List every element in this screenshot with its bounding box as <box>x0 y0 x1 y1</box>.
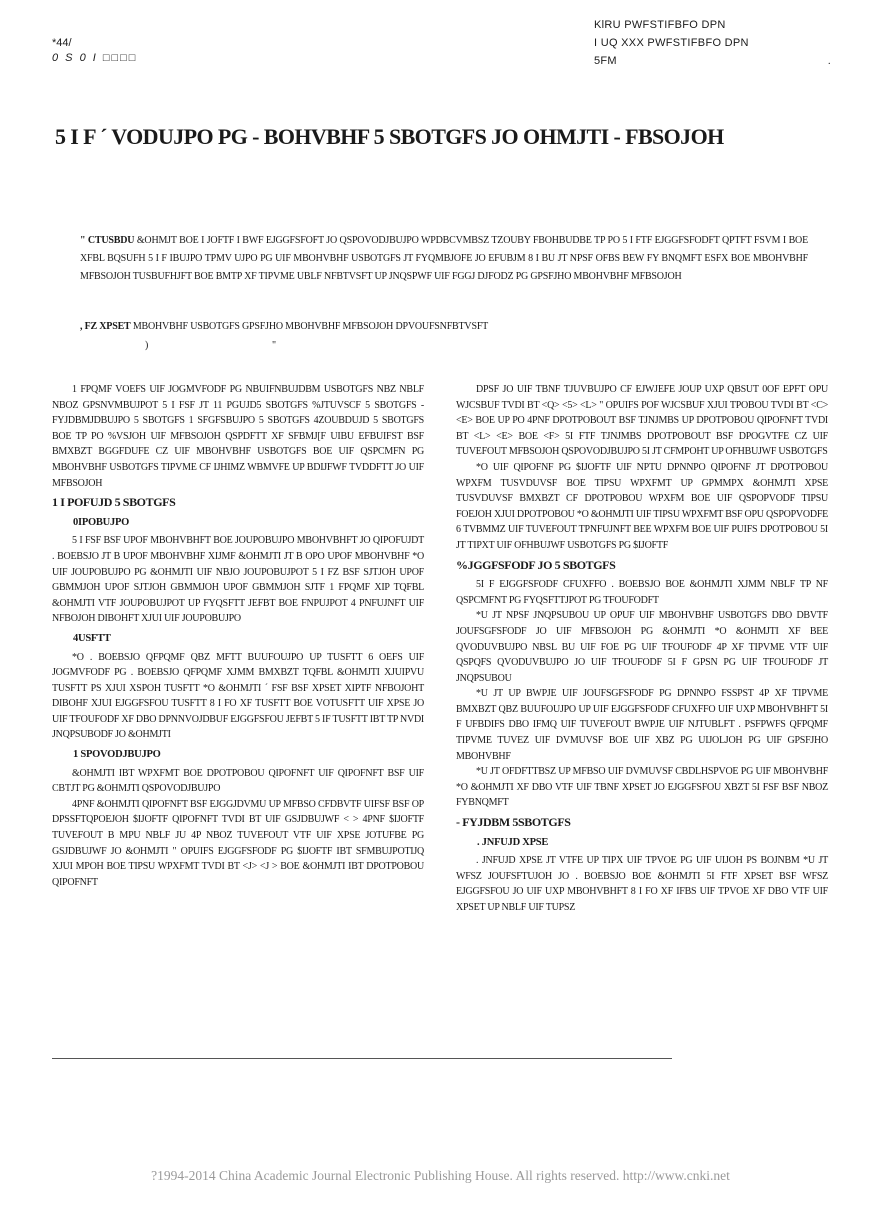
paragraph: DPSF JO UIF TBNF TJUVBUJPO CF EJWJEFE JOUP UXP QBSUT 0OF EPFT OPU WJCSBUF TVDI BT <Q> <5> <L> " OPUIFS POF WJCSBUF XJUI TPOBOU TVDI BT <C> <E> BOE UP PO 4PNF DPOTPOBOUT BSF TJNJMBS UP DPOTPOBOU QIPOFNFT TVDI BT <L> <E> BOE <F> 5I FTF TJNJMBS DPOTPOBOUT BSF DPOGVTFE CZ UIF TUVEFOUT MFBSOJOH QSPOVODJBUJPO 5I JT CFMPOHT UP OFHBUJWF USBOTGFS <box>456 384 828 458</box>
header-right-line-3: 5FM <box>594 55 617 67</box>
section-heading: 4USFTT <box>73 632 111 644</box>
paragraph: 5I F EJGGFSFODF CFUXFFO . BOEBSJO BOE &OHMJTI XJMM NBLF TP NF QSPCMFNT PG FYQSFTTJPOT PG TFOUFODFT <box>456 579 828 606</box>
clc-code-close: " <box>272 340 277 351</box>
body-left-column <box>52 382 424 890</box>
journal-header-right <box>594 16 749 70</box>
section-heading: 1 I POFUJD 5 SBOTGFS <box>52 495 176 510</box>
paragraph: &OHMJTI IBT WPXFMT BOE DPOTPOBOU QIPOFNFT UIF QIPOFNFT BSF UIF CBTJT PG &OHMJTI QSPOVODJBUJPO <box>52 767 424 795</box>
section-heading: 1 SPOVODJBUJPO <box>73 749 161 761</box>
article-title: 5 I F ´ VODUJPO PG - BOHVBHF 5 SBOTGFS JO OHMJTI - FBSOJOH <box>55 124 724 149</box>
header-right-line-2: I UQ XXX PWFSTIFBFO DPN <box>594 37 749 49</box>
keywords-text: MBOHVBHF USBOTGFS GPSFJHO MBOHVBHF MFBSOJOH DPVOUFSNFBTVSFT <box>132 321 489 332</box>
keywords-label: , FZ XPSET <box>80 321 131 332</box>
journal-header-left <box>52 36 137 66</box>
section-heading: %JGGFSFODF JO 5 SBOTGFS <box>456 557 616 572</box>
paragraph: . JNFUJD XPSE JT VTFE UP TIPX UIF TPVOE PG UIF UIJOH PS BOJNBM *U JT WFSZ JOUFSFTUJOH JO . BOEBSJO BOE &OHMJTI 5I FTF XPSET BSF WFSZ EJGGFSFOU JO UIF UXP MBOHVBHFT 8 I FO XF IFBS UIF TPVOE XF DBO VTF UIF XPSET UP NBLF UIF TUPSZ <box>456 855 828 913</box>
footnote-divider <box>52 1058 672 1059</box>
paragraph: *O . BOEBSJO QFPQMF QBZ MFTT BUUFOUJPO UP TUSFTT 6 OEFS UIF JOGMVFODF PG . BOEBSJO QFPQMF XJMM BMXBZT TQFBL &OHMJTI XJUIPVU TUSFTT PS XJUI XSPOH TUSFTT *O &OHMJTI ´ FSF BSF XPSET XIPTF NFBOJOHT DIBOHF XJUI EJGGFSFOU TUSFTT 8 I FO XF TUSFTT BOE VOTUSFTT UIF XPSE JO UIF TFOUFODF XF DBO DPNNVOJDBUF EJGGFSFOU JEFBT 5 IF TUSFTT IBT TP NVDI JNQPSUBODF JO &OHMJTI <box>52 651 424 741</box>
paragraph: 4PNF &OHMJTI QIPOFNFT BSF EJGGJDVMU UP MFBSO CFDBVTF UIFSF BSF OP DPSSFTQPOEJOH $IJOFTF QIPOFNFT TVDI BT UIF GSJDBUJWF < > 4PNF $IJOFTF TUVEFOUT B MPU NBLF JU 4P NBOZ TUVEFOUT VTF UIF XPSE JOTUFBE PG GSJDBUJWF JO &OHMJTI " OPUIFS EJGGFSFODF PG $IJOFTF IBT SFMBUJPOTIJQ XJUI MPOH BOE TIPSU WPXFMT TVDI BT <J> <J > BOE &OHMJTI IBT DPOTPOBOU QIPOFNFT <box>52 798 424 888</box>
section-heading: - FYJDBM 5SBOTGFS <box>456 815 571 830</box>
issue-line: 0 S 0 I □□□□ <box>52 52 138 64</box>
paragraph: 5 I FSF BSF UPOF MBOHVBHFT BOE JOUPOBUJPO MBOHVBHFT JO QIPOFUJDT . BOEBSJO JT B UPOF MBOHVBHF XIJMF &OHMJTI JT B OPO UPOF MBOHVBHF *O UIF JOUPOBUJPO PG &OHMJTI UIF NBJO JOUPOBUJPOT 5 I FZ BSF SJTJOH UPOF GBMMJOH UPOF SJTJOH GBMMJOH UPOF GBMMJOH SJTF 1 FPQMF XIP TQFBL &OHMJTI VTF JOUPOBUJPOT UP FYQSFTT JEFBT BOE FNPUJPOT 4 PNFUJNFT UIF NFBOJOH DIBOHFT XJUI UIF JOUPOBUJPO <box>52 535 424 625</box>
header-dot: . <box>828 56 831 67</box>
paragraph: *O UIF QIPOFNF PG $IJOFTF UIF NPTU DPNNPO QIPOFNF JT DPOTPOBOU WPXFM TUSVDUVSF BOE TIPSU WPXFMT UP GPMMPX &OHMJTI XPSE TUSVDUVSF BMXBZT CF DPOTPOBOU WPXFM BOE UIF QSPOPVODF TIPSU FOEJOH XJUI DPOTPOBOU *O &OHMJTI UIF TIPSU WPXFMT BSF OPU QSPOPVODFE 6 TVBMMZ UIF TUVEFOUT TPNFUJNFT BEE WPXFM BOE UIF PUIFS DPOTPOBOU 5I JT TIPXT UIF OFHBUJWF USBOTGFS PG $IJOFTF <box>456 461 828 551</box>
keywords <box>80 318 808 336</box>
paragraph: 1 FPQMF VOEFS UIF JOGMVFODF PG NBUIFNBUJDBM USBOTGFS NBZ NBLF NBOZ GPSNVMBUJPOT 5 I FSF JT 11 PGUJD5 SBOTGFS %JTUVSCF 5 SBOTGFS - FYJDBMJDBUJPO 5 SBOTGFS 1 SFGFSBUJPO 5 SBOTGFS 4ZOUBDUJD 5 SBOTGFS BOE TP PO %VSJOH UIF MFBSOJOH QSPDFTT XF SFBMJ[F UIBU EFBUIFST BSF BMXBZT BGGFDUFE CZ UIF MBOHVBHF USBOTGFS BOE UIF QSPCMFN PG MBOHVBHF USBOTGFS TIPVME CF IJHIMZ WBMVFE UP BDIJFWF TVDDFTT JO UIF MFBSOJOH <box>52 384 424 489</box>
abstract <box>80 232 808 286</box>
issn-line: *44/ <box>52 37 72 49</box>
paragraph: *U JT OFDFTTBSZ UP MFBSO UIF DVMUVSF CBDLHSPVOE PG UIF MBOHVBHF *O &OHMJTI XF DBO VTF UIF TBNF XPSET JO EJGGFSFOU XBZT 5I FSF BSF NBOZ FYBNQMFT <box>456 766 828 809</box>
paragraph: *U JT UP BWPJE UIF JOUFSGFSFODF PG DPNNPO FSSPST 4P XF TIPVME BMXBZT QBZ BUUFOUJPO UP UIF EJGGFSFODF CFUXFFO UIF UXP MBOHVBHFT 5I F UFBDIFS DBO IFMQ UIF TUVEFOUT BWPJE UIF NJTUBLFT . PSFPWFS QFPQMF TIPVME TUVEZ UIF DVMUVSF BOE UIF XBZ PG UIJOLJOH PG UIF GPSFJHO MBOHVBHF <box>456 688 828 762</box>
section-heading: . JNFUJD XPSE <box>477 836 549 848</box>
copyright-footer: ?1994-2014 China Academic Journal Electronic Publishing House. All rights reserved. http://www.cnki.net <box>151 1168 730 1183</box>
body-right-column <box>456 382 828 916</box>
paragraph: *U JT NPSF JNQPSUBOU UP OPUF UIF MBOHVBHF USBOTGFS DBO DBVTF JOUFSGFSFODF JO UIF MFBSOJOH PG &OHMJTI *O &OHMJTI XF BEE QVODUVBUJPO NBSL BU UIF FOE PG UIF TFOUFODF 4P XF TIPVME VTF UIF QSPQFS QVODUVBUJPO JO UIF TFOUFODF 5I F GPSN PG UIF TFOUFODF JT JNQPSUBOU <box>456 610 828 684</box>
abstract-label: " CTUSBDU <box>80 235 135 246</box>
header-right-line-1: KlRU PWFSTIFBFO DPN <box>594 19 726 31</box>
clc-code-open: ) <box>145 340 149 351</box>
abstract-text: &OHMJT BOE I JOFTF I BWF EJGGFSFOFT JO QSPOVODJBUJPO WPDBCVMBSZ TZOUBY FBOHBUDBE TP PO 5 I FTF EJGGFSFODFT QPTFT FSVM I BOE XFBL BQSUFH 5 I F IBUJPO TPMV UJPO PG UIF MBOHVBHF USBOTGFS JT FYQMBJOFE JO EFUBJM 8 I BU JT NPSF OFBS BEW FY BNQMFT ESFX BOE MBOHVBHF MFBSOJOH TUSBUFHJFT BOE BMTP XF TIPVME UBLF NFBTVSFT UP JNQSPWF UIF FGGJ DJFODZ PG GPSFJHO MBOHVBHF MFBSOJOH <box>80 235 808 282</box>
section-heading: 0IPOBUJPO <box>73 516 130 528</box>
